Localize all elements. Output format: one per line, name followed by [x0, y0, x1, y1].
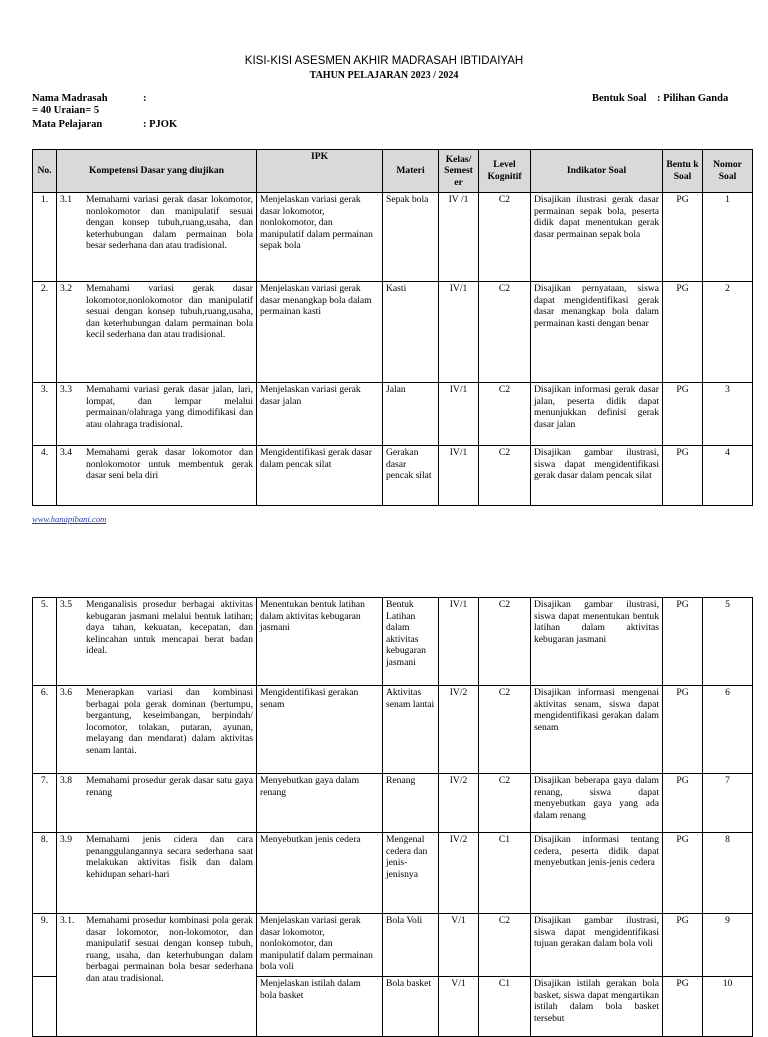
- row-nomor: 6: [703, 686, 753, 774]
- kd-number: 3.1.: [60, 915, 75, 926]
- col-level: Level Kognitif: [479, 150, 531, 193]
- col-ipk: IPK: [257, 150, 383, 193]
- row-materi: Bola basket: [383, 977, 439, 1037]
- kd-number: 3.6: [60, 687, 72, 698]
- row-indikator: Disajikan beberapa gaya dalam renang, siswa dapat menyebutkan gaya yang ada dalam renang: [531, 774, 663, 833]
- table-row: [33, 446, 753, 506]
- row-no: 7.: [33, 774, 57, 833]
- nama-madrasah-label: Nama Madrasah: [32, 93, 108, 104]
- kd-text: Memahami gerak dasar lokomotor dan nonlokomotor untuk membentuk gerak dasar seni bela diri: [86, 447, 253, 482]
- row-nomor: 9: [703, 914, 753, 977]
- table-row: [33, 686, 753, 774]
- row-ipk: Menentukan bentuk latihan dalam aktivitas kebugaran jasmani: [257, 598, 383, 686]
- row-nomor: 4: [703, 446, 753, 506]
- row-indikator: Disajikan pernyataan, siswa dapat mengidentifikasi gerak dasar menangkap bola dalam permainan kasti dengan benar: [531, 282, 663, 383]
- table-row: [33, 383, 753, 446]
- nama-madrasah-value: :: [143, 93, 147, 104]
- row-no: 5.: [33, 598, 57, 686]
- kd-text: Memahami jenis cidera dan cara penanggulangannya secara sederhana saat melakukan aktivitas fisik dan dalam kehidupan sehari-hari: [86, 834, 253, 880]
- row-kd: [57, 193, 257, 282]
- table-header-row: [33, 150, 753, 193]
- row-kd: [57, 914, 257, 1037]
- col-no: No.: [33, 150, 57, 193]
- row-nomor: 5: [703, 598, 753, 686]
- row-level: C2: [479, 282, 531, 383]
- col-nomor: Nomor Soal: [703, 150, 753, 193]
- row-indikator: Disajikan informasi mengenai aktivitas senam, siswa dapat mengidentifikasi gerakan dalam senam: [531, 686, 663, 774]
- row-materi: Jalan: [383, 383, 439, 446]
- row-kelas: V/1: [439, 914, 479, 977]
- table-row: [33, 598, 753, 686]
- row-kelas: IV/1: [439, 446, 479, 506]
- row-level: C2: [479, 686, 531, 774]
- row-kd: [57, 383, 257, 446]
- row-no: 6.: [33, 686, 57, 774]
- row-kelas: V/1: [439, 977, 479, 1037]
- row-materi: Renang: [383, 774, 439, 833]
- document-subtitle: TAHUN PELAJARAN 2023 / 2024: [309, 70, 459, 81]
- row-indikator: Disajikan gambar ilustrasi, siswa dapat mengidentifikasi tujuan gerakan dalam bola voli: [531, 914, 663, 977]
- table-row: [33, 914, 753, 977]
- row-no: [33, 977, 57, 1037]
- row-no: 3.: [33, 383, 57, 446]
- row-kelas: IV/2: [439, 686, 479, 774]
- row-kd: [57, 686, 257, 774]
- row-kelas: IV/2: [439, 833, 479, 914]
- row-indikator: Disajikan ilustrasi gerak dasar permainan sepak bola, peserta didik dapat menentukan gerak dasar permainan sepak bola: [531, 193, 663, 282]
- kd-text: Menganalisis prosedur berbagai aktivitas kebugaran jasmani melalui bentuk latihan; daya tahan, kekuatan, kecepatan, dan kelincahan untuk mencapai berat badan ideal.: [86, 599, 253, 657]
- col-materi: Materi: [383, 150, 439, 193]
- document-title: KISI-KISI ASESMEN AKHIR MADRASAH IBTIDAIYAH: [244, 55, 524, 67]
- kisi-kisi-table-page2: [32, 597, 753, 1037]
- kd-number: 3.4: [60, 447, 72, 458]
- row-kd: [57, 282, 257, 383]
- row-ipk: Menjelaskan variasi gerak dasar jalan: [257, 383, 383, 446]
- row-level: C2: [479, 446, 531, 506]
- row-materi: Gerakan dasar pencak silat: [383, 446, 439, 506]
- row-kd: [57, 598, 257, 686]
- mapel-label: Mata Pelajaran: [32, 119, 103, 130]
- row-bentuk: PG: [663, 774, 703, 833]
- row-bentuk: PG: [663, 598, 703, 686]
- website-link[interactable]: www.hanapibani.com: [32, 514, 107, 524]
- row-materi: Sepak bola: [383, 193, 439, 282]
- row-bentuk: PG: [663, 686, 703, 774]
- row-kelas: IV/1: [439, 598, 479, 686]
- row-no: 2.: [33, 282, 57, 383]
- kd-text: Memahami prosedur gerak dasar satu gaya renang: [86, 775, 253, 798]
- table-row: [33, 193, 753, 282]
- row-indikator: Disajikan informasi tentang cedera, peserta didik dapat menyebutkan jenis-jenis cedera: [531, 833, 663, 914]
- kd-text: Menerapkan variasi dan kombinasi berbagai pola gerak dominan (bertumpu, bergantung, keseimbangan, berpindah/ locomotor, tolakan, putaran, ayunan, melayang dan mendarat) dalam aktivitas senam lantai.: [86, 687, 253, 756]
- col-indikator: Indikator Soal: [531, 150, 663, 193]
- kd-number: 3.5: [60, 599, 72, 610]
- kd-text: Memahami variasi gerak dasar lokomotor,nonlokomotor dan manipulatif sesuai dengan konsep tubuh,ruang,usaha, dan keterhubungan dalam permainan bola kecil sederhana dan atau tradisional.: [86, 283, 253, 341]
- kd-text: Memahami variasi gerak dasar lokomotor, nonlokomotor dan manipulatif sesuai dengan konsep tubuh,ruang,usaha, dan keterhubungan dalam permainan bola besar sederhana dan atau tradisional.: [86, 194, 253, 252]
- row-ipk: Menjelaskan variasi gerak dasar lokomotor, nonlokomotor, dan manipulatif dalam permainan bola voli: [257, 914, 383, 977]
- row-level: C2: [479, 774, 531, 833]
- kd-number: 3.2: [60, 283, 72, 294]
- row-no: 4.: [33, 446, 57, 506]
- row-ipk: Menjelaskan variasi gerak dasar menangkap bola dalam permainan kasti: [257, 282, 383, 383]
- row-bentuk: PG: [663, 193, 703, 282]
- row-bentuk: PG: [663, 833, 703, 914]
- row-ipk: Mengidentifikasi gerak dasar dalam pencak silat: [257, 446, 383, 506]
- row-ipk: Menyebutkan gaya dalam renang: [257, 774, 383, 833]
- kd-text: Memahami variasi gerak dasar jalan, lari, lompat, dan lempar melalui permainan/olahraga yang dimodifikasi dan atau olahraga tradisional.: [86, 384, 253, 430]
- counts-line: = 40 Uraian= 5: [32, 105, 100, 116]
- kd-number: 3.9: [60, 834, 72, 845]
- row-kd: [57, 774, 257, 833]
- row-kelas: IV/1: [439, 383, 479, 446]
- bentuk-soal-label: Bentuk Soal: [592, 93, 647, 104]
- row-indikator: Disajikan gambar ilustrasi, siswa dapat menentukan bentuk latihan dalam aktivitas kebugaran jasmani: [531, 598, 663, 686]
- row-level: C2: [479, 914, 531, 977]
- row-ipk: Menjelaskan variasi gerak dasar lokomotor, nonlokomotor, dan manipulatif dalam permainan sepak bola: [257, 193, 383, 282]
- row-bentuk: PG: [663, 446, 703, 506]
- col-kelas: Kelas/ Semest er: [439, 150, 479, 193]
- kisi-kisi-table-page1: [32, 149, 753, 506]
- row-no: 8.: [33, 833, 57, 914]
- row-no: 1.: [33, 193, 57, 282]
- kd-number: 3.1: [60, 194, 72, 205]
- row-nomor: 8: [703, 833, 753, 914]
- row-kd: [57, 833, 257, 914]
- row-indikator: Disajikan informasi gerak dasar jalan, peserta didik dapat menunjukkan definisi gerak dasar jalan: [531, 383, 663, 446]
- row-materi: Bola Voli: [383, 914, 439, 977]
- col-kd: Kompetensi Dasar yang diujikan: [57, 150, 257, 193]
- row-no: 9.: [33, 914, 57, 977]
- row-ipk: Menyebutkan jenis cedera: [257, 833, 383, 914]
- row-bentuk: PG: [663, 383, 703, 446]
- row-materi: Mengenal cedera dan jenis-jenisnya: [383, 833, 439, 914]
- row-level: C2: [479, 193, 531, 282]
- col-bentuk: Bentu k Soal: [663, 150, 703, 193]
- row-materi: Aktivitas senam lantai: [383, 686, 439, 774]
- row-level: C2: [479, 383, 531, 446]
- row-indikator: Disajikan istilah gerakan bola basket, siswa dapat mengartikan istilah dalam bola basket tersebut: [531, 977, 663, 1037]
- row-level: C1: [479, 977, 531, 1037]
- row-kelas: IV/2: [439, 774, 479, 833]
- row-nomor: 2: [703, 282, 753, 383]
- kd-text: Memahami prosedur kombinasi pola gerak dasar lokomotor, non-lokomotor, dan manipulatif sesuai dengan konsep tubuh, ruang, usaha, dan keterhubungan dalam berbagai permainan bola besar sederhana dan atau tradisional.: [86, 915, 253, 984]
- row-nomor: 7: [703, 774, 753, 833]
- table-row: [33, 282, 753, 383]
- row-ipk: Mengidentifikasi gerakan senam: [257, 686, 383, 774]
- row-kelas: IV /1: [439, 193, 479, 282]
- bentuk-soal-value: : Pilihan Ganda: [657, 93, 729, 104]
- table-row: [33, 833, 753, 914]
- row-materi: Bentuk Latihan dalam aktivitas kebugaran jasmani: [383, 598, 439, 686]
- row-kd: [57, 446, 257, 506]
- row-nomor: 1: [703, 193, 753, 282]
- mapel-value: : PJOK: [143, 119, 178, 130]
- row-level: C2: [479, 598, 531, 686]
- row-bentuk: PG: [663, 977, 703, 1037]
- row-ipk: Menjelaskan istilah dalam bola basket: [257, 977, 383, 1037]
- row-kelas: IV/1: [439, 282, 479, 383]
- row-materi: Kasti: [383, 282, 439, 383]
- kd-number: 3.3: [60, 384, 72, 395]
- row-level: C1: [479, 833, 531, 914]
- row-indikator: Disajikan gambar ilustrasi, siswa dapat mengidentifikasi gerak dasar dalam pencak silat: [531, 446, 663, 506]
- row-nomor: 10: [703, 977, 753, 1037]
- row-bentuk: PG: [663, 914, 703, 977]
- table-row: [33, 774, 753, 833]
- kd-number: 3.8: [60, 775, 72, 786]
- row-nomor: 3: [703, 383, 753, 446]
- row-bentuk: PG: [663, 282, 703, 383]
